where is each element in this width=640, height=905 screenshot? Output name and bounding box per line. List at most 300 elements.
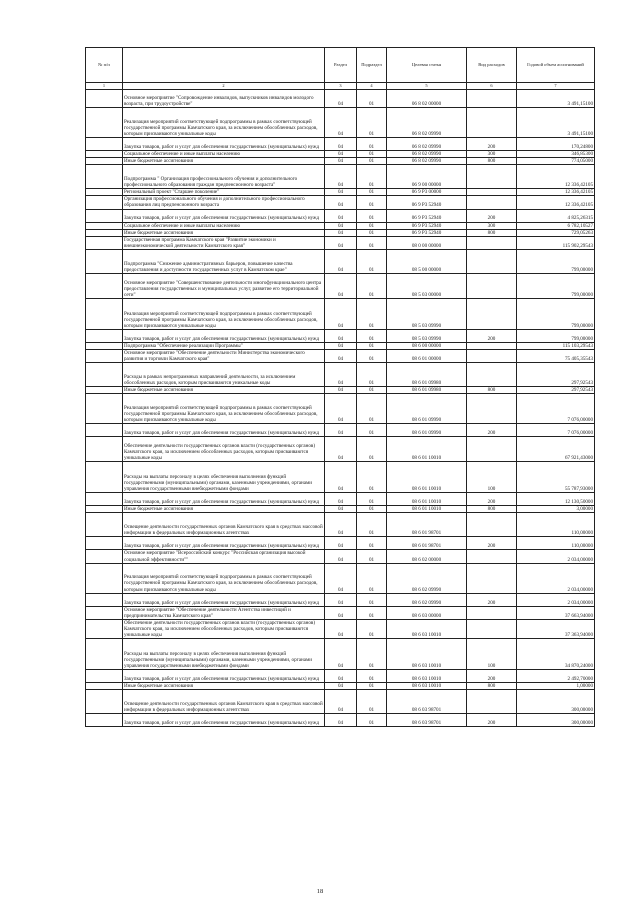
row-amount: 2 492,70000 bbox=[517, 670, 595, 683]
row-name: Освещение деятельности государственных органов Камчатского края в средствах массовой информации в федеральных информационных агентствах bbox=[123, 513, 325, 537]
row-target-article: 08 6 03 98701 bbox=[387, 714, 467, 727]
table-row bbox=[86, 619, 595, 638]
row-amount: 75 405,35543 bbox=[517, 350, 595, 363]
table-row bbox=[86, 363, 595, 387]
row-expense-type bbox=[467, 437, 517, 462]
table-row bbox=[86, 462, 595, 493]
row-number bbox=[86, 639, 123, 670]
row-amount: 3 491,15100 bbox=[517, 108, 595, 138]
table-row bbox=[86, 229, 595, 236]
row-subsection: 01 bbox=[357, 298, 387, 329]
row-target-article: 08 0 00 00000 bbox=[387, 236, 467, 249]
row-number bbox=[86, 493, 123, 506]
row-expense-type: 800 bbox=[467, 158, 517, 165]
row-subsection: 01 bbox=[357, 229, 387, 236]
row-section: 04 bbox=[325, 387, 357, 394]
row-expense-type: 200 bbox=[467, 138, 517, 151]
row-number bbox=[86, 394, 123, 424]
row-subsection: 01 bbox=[357, 437, 387, 462]
row-subsection: 01 bbox=[357, 342, 387, 349]
row-subsection: 01 bbox=[357, 387, 387, 394]
row-subsection: 01 bbox=[357, 462, 387, 493]
row-amount: 729,05263 bbox=[517, 229, 595, 236]
column-number: 3 bbox=[325, 83, 357, 90]
row-name: Реализация мероприятий соответствующей подпрограммы в рамках соответствующей государственной программы Камчатского края, за исключением обособленных расходов, которым присваиваются уникальные коды bbox=[123, 298, 325, 329]
row-name: Основное мероприятие "Совершенствование деятельности многофункционального центра предоставления государственных и муниципальных услуг, развитие его территориальной сети" bbox=[123, 273, 325, 298]
row-name: Закупка товаров, работ и услуг для обеспечения государственных (муниципальных) нужд bbox=[123, 329, 325, 342]
row-section: 04 bbox=[325, 394, 357, 424]
row-section: 04 bbox=[325, 350, 357, 363]
row-target-article: 08 6 03 10010 bbox=[387, 639, 467, 670]
row-amount: 12 130,50000 bbox=[517, 493, 595, 506]
row-number bbox=[86, 670, 123, 683]
row-name: Основное мероприятие "Всероссийский конкурс "Российская организация высокой социальной эффективности"" bbox=[123, 550, 325, 563]
row-subsection: 01 bbox=[357, 493, 387, 506]
row-subsection: 01 bbox=[357, 639, 387, 670]
row-amount: 12 336,42105 bbox=[517, 165, 595, 189]
row-section: 04 bbox=[325, 563, 357, 593]
row-expense-type: 800 bbox=[467, 229, 517, 236]
table-row bbox=[86, 513, 595, 537]
row-subsection: 01 bbox=[357, 363, 387, 387]
row-expense-type: 200 bbox=[467, 670, 517, 683]
row-expense-type bbox=[467, 350, 517, 363]
row-name: Социальное обеспечение и иные выплаты населению bbox=[123, 222, 325, 229]
row-number bbox=[86, 462, 123, 493]
row-name: Расходы на выплаты персоналу в целях обеспечения выполнения функций государственными (муниципальными) органами, казенными учреждениями, органами управления государственными внебюджетными фондами bbox=[123, 462, 325, 493]
row-number bbox=[86, 563, 123, 593]
row-subsection: 01 bbox=[357, 606, 387, 619]
row-subsection: 01 bbox=[357, 593, 387, 606]
row-number bbox=[86, 273, 123, 298]
row-amount: 110,00000 bbox=[517, 537, 595, 550]
table-row bbox=[86, 424, 595, 437]
row-expense-type bbox=[467, 189, 517, 196]
row-section: 04 bbox=[325, 222, 357, 229]
row-expense-type bbox=[467, 606, 517, 619]
row-subsection: 01 bbox=[357, 90, 387, 108]
row-name: Подпрограмма "Снижение административных барьеров, повышение качества предоставления и доступности государственных услуг в Камчатском крае" bbox=[123, 249, 325, 273]
header-cell: Вид расходов bbox=[467, 48, 517, 83]
row-expense-type: 200 bbox=[467, 424, 517, 437]
row-target-article: 08 6 01 98701 bbox=[387, 513, 467, 537]
row-target-article: 08 6 02 09990 bbox=[387, 563, 467, 593]
row-subsection: 01 bbox=[357, 550, 387, 563]
row-amount: 37 663,94000 bbox=[517, 606, 595, 619]
row-subsection: 01 bbox=[357, 513, 387, 537]
row-name: Региональный проект "Старшее поколение" bbox=[123, 189, 325, 196]
table-row bbox=[86, 273, 595, 298]
row-amount: 300,00000 bbox=[517, 690, 595, 714]
row-target-article: 08 6 03 00000 bbox=[387, 606, 467, 619]
row-section: 04 bbox=[325, 90, 357, 108]
row-expense-type: 200 bbox=[467, 329, 517, 342]
row-number bbox=[86, 229, 123, 236]
row-number bbox=[86, 387, 123, 394]
header-cell bbox=[123, 48, 325, 83]
row-subsection: 01 bbox=[357, 189, 387, 196]
table-row bbox=[86, 437, 595, 462]
row-number bbox=[86, 606, 123, 619]
row-target-article: 08 6 01 10010 bbox=[387, 462, 467, 493]
row-section: 04 bbox=[325, 619, 357, 638]
row-amount: 7 076,00000 bbox=[517, 424, 595, 437]
row-expense-type: 200 bbox=[467, 537, 517, 550]
table-row bbox=[86, 90, 595, 108]
row-number bbox=[86, 196, 123, 209]
table-row bbox=[86, 714, 595, 727]
row-amount: 12 336,42105 bbox=[517, 196, 595, 209]
table-row bbox=[86, 236, 595, 249]
table-row bbox=[86, 493, 595, 506]
row-section: 04 bbox=[325, 506, 357, 513]
row-target-article: 06 9 P3 00000 bbox=[387, 189, 467, 196]
row-target-article: 08 6 01 09990 bbox=[387, 394, 467, 424]
row-target-article: 08 6 03 10010 bbox=[387, 619, 467, 638]
row-number bbox=[86, 593, 123, 606]
row-target-article: 08 5 03 00000 bbox=[387, 273, 467, 298]
table-row bbox=[86, 342, 595, 349]
row-amount: 297,92543 bbox=[517, 387, 595, 394]
row-section: 04 bbox=[325, 151, 357, 158]
column-number: 6 bbox=[467, 83, 517, 90]
row-number bbox=[86, 298, 123, 329]
row-name: Реализация мероприятий соответствующей подпрограммы в рамках соответствующей государственной программы Камчатского края, за исключением обособленных расходов, которым присваиваются уникальные коды bbox=[123, 394, 325, 424]
row-number bbox=[86, 108, 123, 138]
row-name: Закупка товаров, работ и услуг для обеспечения государственных (муниципальных) нужд bbox=[123, 209, 325, 222]
row-amount: 7 076,00000 bbox=[517, 394, 595, 424]
table-row bbox=[86, 151, 595, 158]
row-expense-type bbox=[467, 394, 517, 424]
row-expense-type bbox=[467, 690, 517, 714]
row-target-article: 06 9 P3 52940 bbox=[387, 222, 467, 229]
table-row bbox=[86, 196, 595, 209]
row-section: 04 bbox=[325, 196, 357, 209]
row-subsection: 01 bbox=[357, 690, 387, 714]
table-row bbox=[86, 249, 595, 273]
row-expense-type: 800 bbox=[467, 387, 517, 394]
row-expense-type bbox=[467, 619, 517, 638]
row-number bbox=[86, 151, 123, 158]
row-amount: 3 491,15100 bbox=[517, 90, 595, 108]
row-section: 04 bbox=[325, 229, 357, 236]
row-name: Иные бюджетные ассигнования bbox=[123, 158, 325, 165]
table-row bbox=[86, 298, 595, 329]
row-amount: 799,00000 bbox=[517, 249, 595, 273]
row-number bbox=[86, 619, 123, 638]
row-amount: 799,00000 bbox=[517, 273, 595, 298]
row-amount: 799,00000 bbox=[517, 329, 595, 342]
row-name: Иные бюджетные ассигнования bbox=[123, 229, 325, 236]
row-section: 04 bbox=[325, 108, 357, 138]
row-target-article: 06 9 P3 52940 bbox=[387, 196, 467, 209]
row-amount: 115 902,29543 bbox=[517, 236, 595, 249]
row-expense-type: 100 bbox=[467, 639, 517, 670]
budget-table bbox=[85, 47, 595, 727]
header-cell: Целевая статья bbox=[387, 48, 467, 83]
row-target-article: 08 5 00 00000 bbox=[387, 249, 467, 273]
row-number bbox=[86, 513, 123, 537]
row-target-article: 08 6 01 10010 bbox=[387, 506, 467, 513]
row-expense-type bbox=[467, 273, 517, 298]
row-target-article: 06 8 02 09990 bbox=[387, 108, 467, 138]
row-section: 04 bbox=[325, 209, 357, 222]
row-section: 04 bbox=[325, 189, 357, 196]
row-subsection: 01 bbox=[357, 683, 387, 690]
row-subsection: 01 bbox=[357, 209, 387, 222]
row-section: 04 bbox=[325, 298, 357, 329]
row-subsection: 01 bbox=[357, 714, 387, 727]
row-expense-type bbox=[467, 90, 517, 108]
header-cell: Годовой объем ассигнований bbox=[517, 48, 595, 83]
row-target-article: 06 9 P3 52940 bbox=[387, 229, 467, 236]
row-name: Закупка товаров, работ и услуг для обеспечения государственных (муниципальных) нужд bbox=[123, 537, 325, 550]
row-subsection: 01 bbox=[357, 394, 387, 424]
row-number bbox=[86, 222, 123, 229]
row-section: 04 bbox=[325, 329, 357, 342]
row-subsection: 01 bbox=[357, 158, 387, 165]
row-expense-type bbox=[467, 363, 517, 387]
table-row bbox=[86, 563, 595, 593]
column-number-row bbox=[86, 83, 595, 90]
row-target-article: 06 8 02 00000 bbox=[387, 90, 467, 108]
row-amount: 3,00000 bbox=[517, 506, 595, 513]
row-name: Закупка товаров, работ и услуг для обеспечения государственных (муниципальных) нужд bbox=[123, 493, 325, 506]
row-subsection: 01 bbox=[357, 563, 387, 593]
column-number: 4 bbox=[357, 83, 387, 90]
row-expense-type: 100 bbox=[467, 462, 517, 493]
row-amount: 2 034,00000 bbox=[517, 563, 595, 593]
row-amount: 1,00000 bbox=[517, 683, 595, 690]
row-amount: 297,92543 bbox=[517, 363, 595, 387]
table-row bbox=[86, 108, 595, 138]
row-target-article: 08 6 01 00000 bbox=[387, 350, 467, 363]
row-name: Иные бюджетные ассигнования bbox=[123, 387, 325, 394]
row-section: 04 bbox=[325, 683, 357, 690]
table-row bbox=[86, 165, 595, 189]
row-subsection: 01 bbox=[357, 151, 387, 158]
row-subsection: 01 bbox=[357, 670, 387, 683]
table-row bbox=[86, 387, 595, 394]
row-number bbox=[86, 165, 123, 189]
row-section: 04 bbox=[325, 273, 357, 298]
row-number bbox=[86, 363, 123, 387]
table-row bbox=[86, 189, 595, 196]
row-section: 04 bbox=[325, 462, 357, 493]
row-amount: 2 034,00000 bbox=[517, 550, 595, 563]
column-number: 7 bbox=[517, 83, 595, 90]
column-number: 5 bbox=[387, 83, 467, 90]
row-expense-type: 300 bbox=[467, 151, 517, 158]
row-expense-type: 800 bbox=[467, 506, 517, 513]
row-section: 04 bbox=[325, 493, 357, 506]
row-section: 04 bbox=[325, 158, 357, 165]
row-name: Закупка товаров, работ и услуг для обеспечения государственных (муниципальных) нужд bbox=[123, 714, 325, 727]
row-number bbox=[86, 329, 123, 342]
row-amount: 67 921,43000 bbox=[517, 437, 595, 462]
row-amount: 300,00000 bbox=[517, 714, 595, 727]
row-name: Государственная программа Камчатского края "Развитие экономики и внешнеэкономической деятельности Камчатского края" bbox=[123, 236, 325, 249]
row-amount: 115 103,29543 bbox=[517, 342, 595, 349]
row-expense-type bbox=[467, 108, 517, 138]
row-expense-type bbox=[467, 563, 517, 593]
row-target-article: 08 6 01 98701 bbox=[387, 537, 467, 550]
row-target-article: 08 6 02 09990 bbox=[387, 593, 467, 606]
row-amount: 170,24800 bbox=[517, 138, 595, 151]
table-row bbox=[86, 550, 595, 563]
row-section: 04 bbox=[325, 513, 357, 537]
row-name: Иные бюджетные ассигнования bbox=[123, 506, 325, 513]
row-subsection: 01 bbox=[357, 108, 387, 138]
row-section: 04 bbox=[325, 424, 357, 437]
table-row bbox=[86, 606, 595, 619]
table-row bbox=[86, 394, 595, 424]
row-amount: 346,85300 bbox=[517, 151, 595, 158]
row-expense-type bbox=[467, 196, 517, 209]
row-section: 04 bbox=[325, 437, 357, 462]
table-row bbox=[86, 138, 595, 151]
row-amount: 799,00000 bbox=[517, 298, 595, 329]
row-name: Подпрограмма " Организация профессионального обучения и дополнительного профессионального образования граждан предпенсионного возраста" bbox=[123, 165, 325, 189]
table-row bbox=[86, 683, 595, 690]
row-target-article: 08 6 00 00000 bbox=[387, 342, 467, 349]
row-number bbox=[86, 90, 123, 108]
table-body bbox=[86, 90, 595, 727]
row-subsection: 01 bbox=[357, 236, 387, 249]
row-name: Реализация мероприятий соответствующей подпрограммы в рамках соответствующей государственной программы Камчатского края, за исключением обособленных расходов, которым присваиваются уникальные коды bbox=[123, 108, 325, 138]
row-section: 04 bbox=[325, 639, 357, 670]
column-number: 2 bbox=[123, 83, 325, 90]
row-name: Реализация мероприятий соответствующей подпрограммы в рамках соответствующей государственной программы Камчатского края, за исключением обособленных расходов, которым присваиваются уникальные коды bbox=[123, 563, 325, 593]
row-section: 04 bbox=[325, 165, 357, 189]
row-amount: 55 787,93000 bbox=[517, 462, 595, 493]
header-cell: № п/п bbox=[86, 48, 123, 83]
table-row bbox=[86, 690, 595, 714]
column-number: 1 bbox=[86, 83, 123, 90]
row-name: Обеспечение деятельности государственных органов власти (государственных органов) Камчатского края, за исключением обособленных расходов, которым присваиваются уникальные коды bbox=[123, 619, 325, 638]
row-subsection: 01 bbox=[357, 249, 387, 273]
row-section: 04 bbox=[325, 249, 357, 273]
row-number bbox=[86, 342, 123, 349]
row-target-article: 08 6 01 09980 bbox=[387, 387, 467, 394]
row-subsection: 01 bbox=[357, 222, 387, 229]
row-subsection: 01 bbox=[357, 329, 387, 342]
row-number bbox=[86, 249, 123, 273]
row-expense-type: 200 bbox=[467, 209, 517, 222]
row-number bbox=[86, 537, 123, 550]
row-target-article: 08 6 01 09980 bbox=[387, 363, 467, 387]
row-section: 04 bbox=[325, 606, 357, 619]
row-amount: 37 363,94000 bbox=[517, 619, 595, 638]
row-section: 04 bbox=[325, 670, 357, 683]
row-target-article: 08 6 02 00000 bbox=[387, 550, 467, 563]
row-section: 04 bbox=[325, 342, 357, 349]
row-section: 04 bbox=[325, 236, 357, 249]
row-expense-type bbox=[467, 165, 517, 189]
row-subsection: 01 bbox=[357, 350, 387, 363]
row-expense-type bbox=[467, 249, 517, 273]
row-number bbox=[86, 714, 123, 727]
row-target-article: 06 9 00 00000 bbox=[387, 165, 467, 189]
row-number bbox=[86, 437, 123, 462]
row-number bbox=[86, 236, 123, 249]
row-expense-type bbox=[467, 298, 517, 329]
header-cell: Подраздел bbox=[357, 48, 387, 83]
row-name: Основное мероприятие "Обеспечение деятельности Министерства экономического развития и торговли Камчатского края" bbox=[123, 350, 325, 363]
row-subsection: 01 bbox=[357, 138, 387, 151]
row-expense-type: 200 bbox=[467, 493, 517, 506]
row-section: 04 bbox=[325, 537, 357, 550]
row-name: Подпрограмма "Обеспечение реализации Программы" bbox=[123, 342, 325, 349]
row-number bbox=[86, 209, 123, 222]
row-expense-type: 300 bbox=[467, 222, 517, 229]
row-name: Расходы в рамках непрограммных направлений деятельности, за исключением обособленных расходов, которым присваиваются уникальные коды bbox=[123, 363, 325, 387]
row-name: Закупка товаров, работ и услуг для обеспечения государственных (муниципальных) нужд bbox=[123, 138, 325, 151]
table-row bbox=[86, 209, 595, 222]
table-row bbox=[86, 329, 595, 342]
row-expense-type: 200 bbox=[467, 593, 517, 606]
row-target-article: 08 5 03 09990 bbox=[387, 329, 467, 342]
row-subsection: 01 bbox=[357, 537, 387, 550]
row-number bbox=[86, 350, 123, 363]
row-amount: 110,00000 bbox=[517, 513, 595, 537]
row-expense-type bbox=[467, 342, 517, 349]
row-section: 04 bbox=[325, 593, 357, 606]
row-target-article: 08 6 01 09990 bbox=[387, 424, 467, 437]
row-number bbox=[86, 506, 123, 513]
row-name: Основное мероприятие "Обеспечение деятельности Агентства инвестиций и предпринимательства Камчатского края" bbox=[123, 606, 325, 619]
table-row bbox=[86, 670, 595, 683]
row-target-article: 08 5 03 09990 bbox=[387, 298, 467, 329]
row-subsection: 01 bbox=[357, 619, 387, 638]
row-name: Иные бюджетные ассигнования bbox=[123, 683, 325, 690]
row-target-article: 08 6 03 10010 bbox=[387, 670, 467, 683]
row-target-article: 06 8 02 09990 bbox=[387, 158, 467, 165]
row-target-article: 06 8 02 09990 bbox=[387, 151, 467, 158]
row-name: Обеспечение деятельности государственных органов власти (государственных органов) Камчатского края, за исключением обособленных расходов, которым присваиваются уникальные коды bbox=[123, 437, 325, 462]
row-target-article: 08 6 01 10010 bbox=[387, 493, 467, 506]
row-number bbox=[86, 138, 123, 151]
table-row bbox=[86, 639, 595, 670]
row-name: Освещение деятельности государственных органов Камчатского края в средствах массовой информации в федеральных информационных агентствах bbox=[123, 690, 325, 714]
row-subsection: 01 bbox=[357, 196, 387, 209]
row-target-article: 06 9 P3 52940 bbox=[387, 209, 467, 222]
row-name: Закупка товаров, работ и услуг для обеспечения государственных (муниципальных) нужд bbox=[123, 593, 325, 606]
row-amount: 6 782,10527 bbox=[517, 222, 595, 229]
row-section: 04 bbox=[325, 690, 357, 714]
row-amount: 774,05000 bbox=[517, 158, 595, 165]
row-number bbox=[86, 690, 123, 714]
row-section: 04 bbox=[325, 550, 357, 563]
row-name: Организация профессионального обучения и дополнительного профессионального образования лиц предпенсионного возраста bbox=[123, 196, 325, 209]
table-row bbox=[86, 350, 595, 363]
row-target-article: 08 6 03 98701 bbox=[387, 690, 467, 714]
table-row bbox=[86, 158, 595, 165]
row-amount: 2 034,00000 bbox=[517, 593, 595, 606]
row-subsection: 01 bbox=[357, 165, 387, 189]
row-expense-type: 800 bbox=[467, 683, 517, 690]
page-number: 18 bbox=[316, 888, 324, 895]
table-row bbox=[86, 222, 595, 229]
row-target-article: 08 6 01 10010 bbox=[387, 437, 467, 462]
row-expense-type bbox=[467, 513, 517, 537]
row-number bbox=[86, 424, 123, 437]
row-target-article: 06 8 02 09990 bbox=[387, 138, 467, 151]
row-number bbox=[86, 683, 123, 690]
row-expense-type bbox=[467, 236, 517, 249]
row-name: Социальное обеспечение и иные выплаты населению bbox=[123, 151, 325, 158]
header-cell: Раздел bbox=[325, 48, 357, 83]
